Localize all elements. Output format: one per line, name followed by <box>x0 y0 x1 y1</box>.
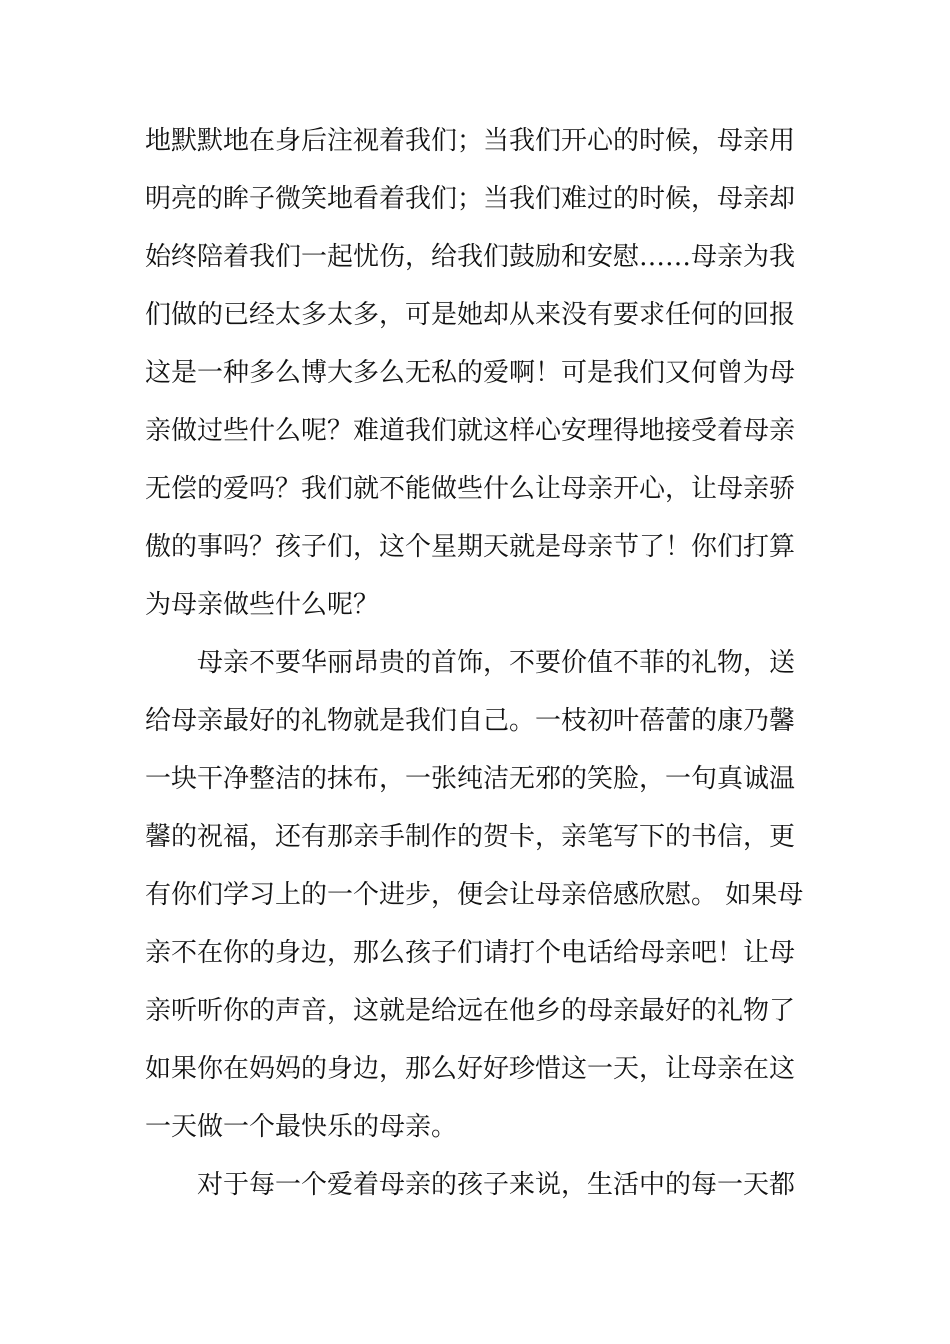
text-line: 亲听听你的声音，这就是给远在他乡的母亲最好的礼物了 <box>145 996 796 1026</box>
text-line: 这是一种多么博大多么无私的爱啊！可是我们又何曾为母 <box>145 358 796 388</box>
text-line: 傲的事吗？孩子们，这个星期天就是母亲节了！你们打算 <box>145 532 796 562</box>
text-line: 馨的祝福，还有那亲手制作的贺卡，亲笔写下的书信，更 <box>145 822 796 852</box>
text-line: 一天做一个最快乐的母亲。 <box>145 1112 458 1142</box>
text-line: 地默默地在身后注视着我们；当我们开心的时候，母亲用 <box>145 126 796 156</box>
text-line: 对于每一个爱着母亲的孩子来说，生活中的每一天都 <box>145 1170 796 1200</box>
body-text <box>145 112 815 1214</box>
text-line: 有你们学习上的一个进步，便会让母亲倍感欣慰。 如果母 <box>145 880 804 910</box>
text-line: 始终陪着我们一起忧伤，给我们鼓励和安慰……母亲为我 <box>145 242 796 272</box>
text-line: 亲不在你的身边，那么孩子们请打个电话给母亲吧！让母 <box>145 938 796 968</box>
text-line: 们做的已经太多太多，可是她却从来没有要求任何的回报 <box>145 300 796 330</box>
text-line: 亲做过些什么呢？难道我们就这样心安理得地接受着母亲 <box>145 416 796 446</box>
text-line: 母亲不要华丽昂贵的首饰，不要价值不菲的礼物，送 <box>145 648 796 678</box>
text-line: 一块干净整洁的抹布，一张纯洁无邪的笑脸，一句真诚温 <box>145 764 796 794</box>
text-line: 给母亲最好的礼物就是我们自己。一枝初叶蓓蕾的康乃馨 <box>145 706 796 736</box>
text-line: 无偿的爱吗？我们就不能做些什么让母亲开心，让母亲骄 <box>145 474 796 504</box>
text-line: 如果你在妈妈的身边，那么好好珍惜这一天，让母亲在这 <box>145 1054 796 1084</box>
text-line: 为母亲做些什么呢？ <box>145 590 380 620</box>
text-line: 明亮的眸子微笑地看着我们；当我们难过的时候，母亲却 <box>145 184 796 214</box>
